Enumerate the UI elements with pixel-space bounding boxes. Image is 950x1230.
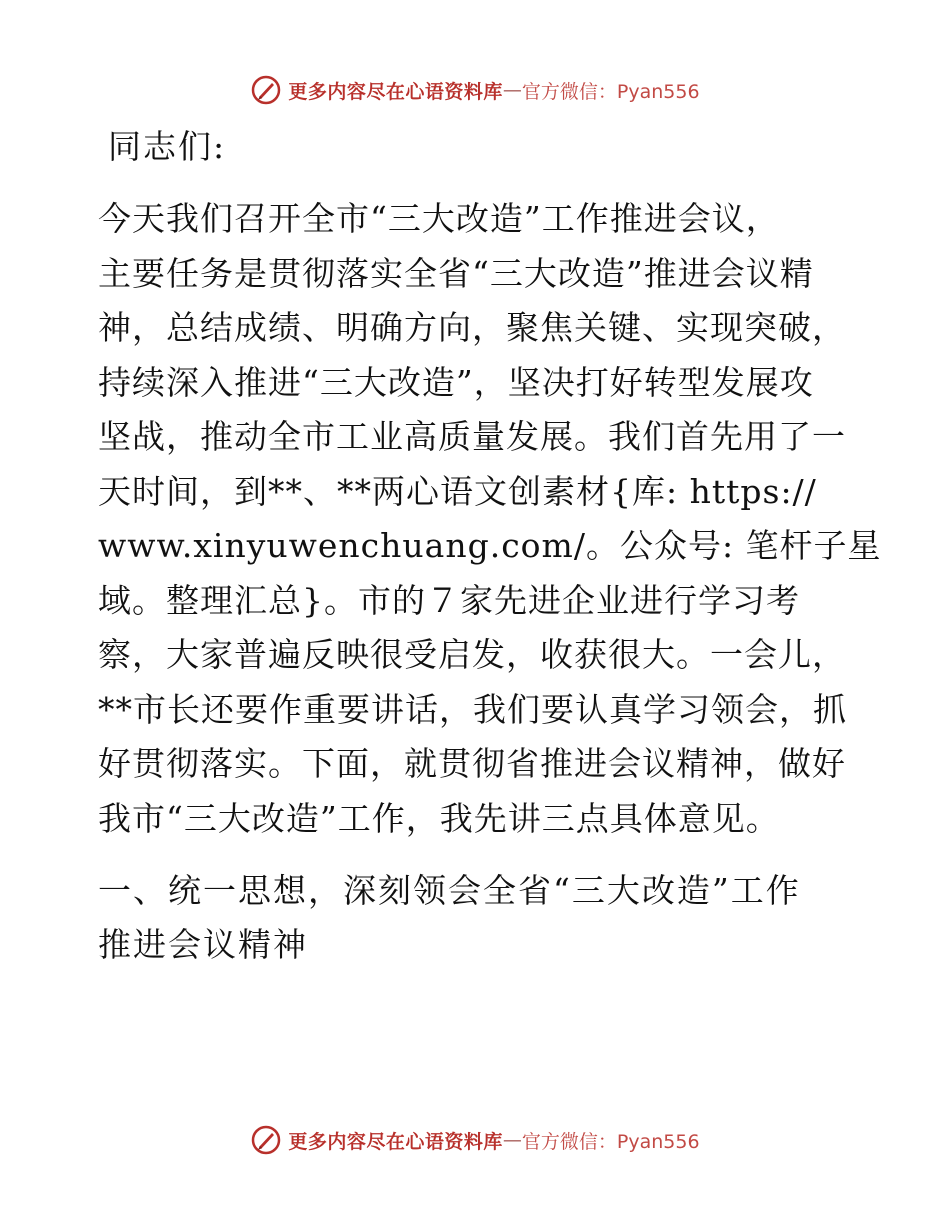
watermark-separator: —	[502, 1129, 522, 1151]
heading-line: 推进会议精神	[98, 925, 308, 964]
paragraph-line: 持续深入推进“三大改造”，坚决打好转型发展攻	[98, 362, 814, 402]
quill-pen-icon	[250, 1124, 282, 1156]
paragraph-line: 察，大家普遍反映很受启发，收获很大。一会儿，	[98, 635, 846, 674]
paragraph-line: www.xinyuwenchuang.com/。公众号: 笔杆子星	[98, 526, 882, 565]
heading-line: 一、统一思想，深刻领会全省“三大改造”工作	[98, 871, 801, 910]
quill-pen-icon	[250, 74, 282, 106]
paragraph-line: 今天我们召开全市“三大改造”工作推进会议，	[98, 199, 780, 238]
watermark-brand-text: 更多内容尽在心语资料库	[288, 80, 503, 103]
paragraph-line: 主要任务是贯彻落实全省“三大改造”推进会议精	[98, 253, 814, 293]
watermark-brand-text: 更多内容尽在心语资料库	[288, 1130, 503, 1153]
watermark-separator: —	[502, 79, 522, 101]
paragraph-line: 神，总结成绩、明确方向，聚焦关键、实现突破，	[98, 308, 846, 347]
document-body	[98, 120, 882, 972]
paragraph-line: 域。整理汇总}。市的７家先进企业进行学习考	[98, 580, 800, 620]
paragraph-line: 天时间，到**、**两心语文创素材{库: https://	[98, 471, 817, 511]
paragraph-line: **市长还要作重要讲话，我们要认真学习领会，抓	[98, 689, 847, 729]
greeting: 同志们:	[108, 127, 227, 166]
watermark-contact: 官方微信：Pyan556	[521, 80, 700, 103]
section-heading	[98, 864, 858, 972]
footer-watermark	[0, 1120, 950, 1160]
paragraph-line: 好贯彻落实。下面，就贯彻省推进会议精神，做好	[98, 744, 846, 783]
body-paragraph	[98, 192, 882, 846]
watermark-contact: 官方微信：Pyan556	[521, 1130, 700, 1153]
header-watermark	[0, 70, 950, 110]
paragraph-line: 坚战，推动全市工业高质量发展。我们首先用了一	[98, 417, 846, 456]
paragraph-line: 我市“三大改造”工作，我先讲三点具体意见。	[98, 798, 780, 838]
